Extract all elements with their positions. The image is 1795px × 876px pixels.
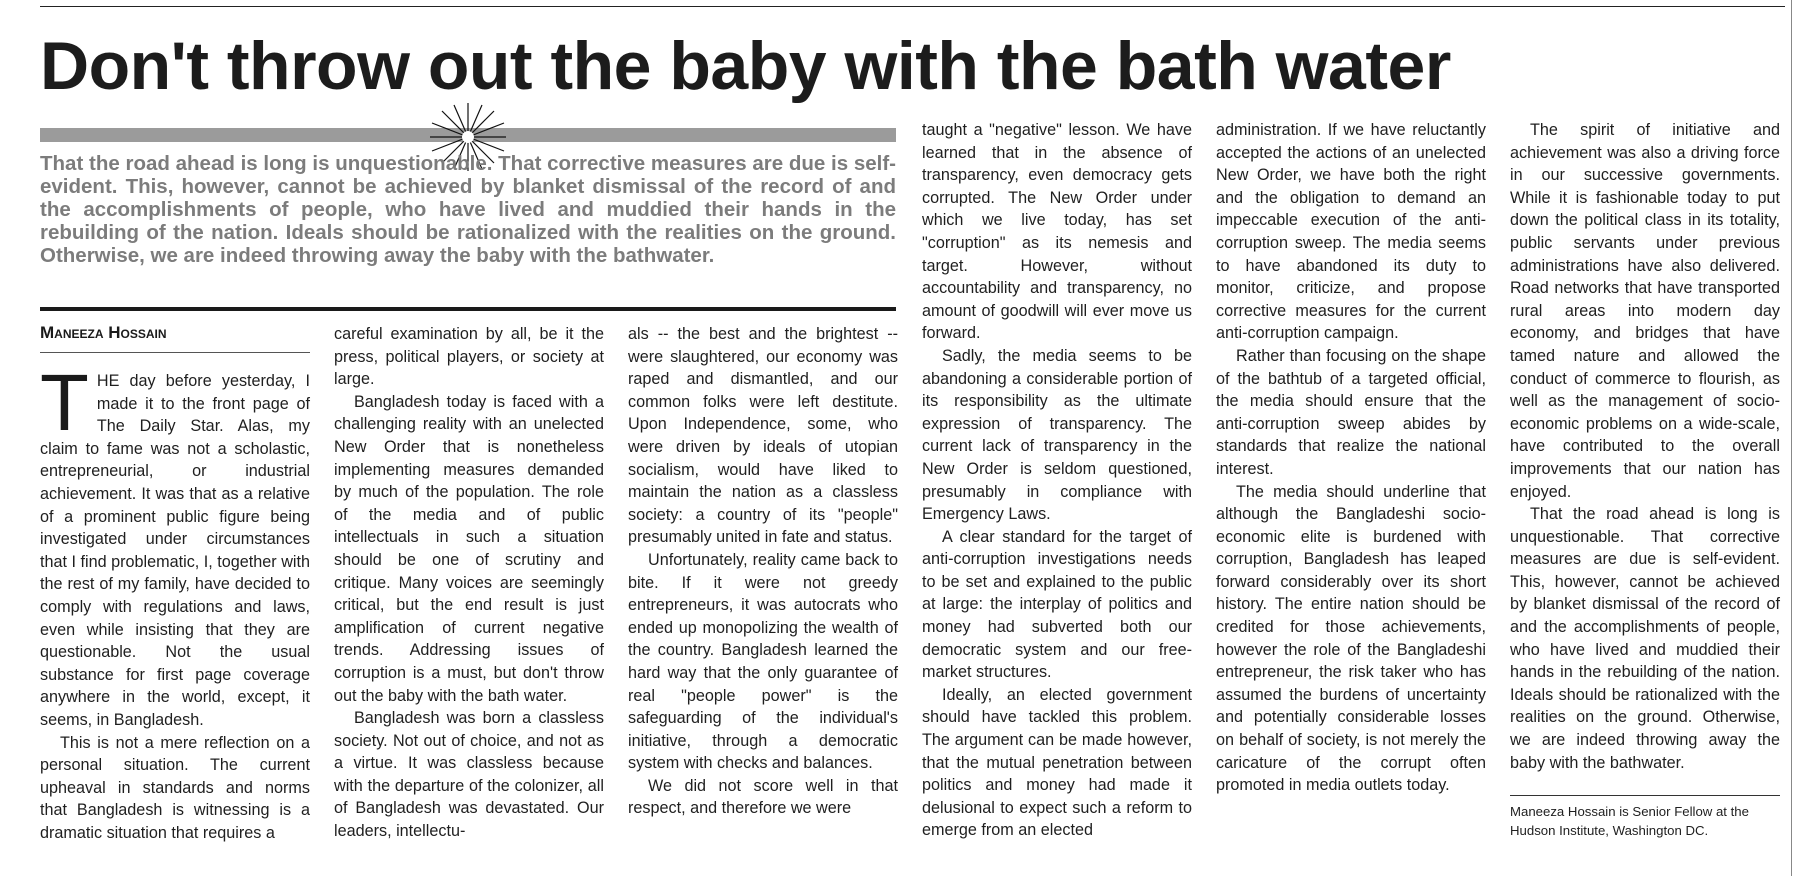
paragraph: Sadly, the media seems to be abandoning a considerable portion of its responsibility as the ultimate expression of transparency. The current lack of transparency in the New Order is seldom questioned, presumably in compliance with Emergency Laws.	[922, 346, 1192, 524]
article-column-4	[922, 119, 1192, 842]
paragraph: A clear standard for the target of anti-corruption investigations needs to be set and explained to the public at large: the interplay of politics and money had subverted both our democratic system and our free-market structures.	[922, 527, 1192, 682]
paragraph: Bangladesh was born a classless society. Not out of choice, and not as a virtue. It was classless because with the departure of the colonizer, all of Bangladesh was devastated. Our leaders, intellectu-	[334, 709, 604, 841]
article-column-2	[334, 323, 604, 843]
byline: Maneeza Hossain	[40, 323, 167, 342]
article-column-6	[1510, 119, 1780, 774]
paragraph: Rather than focusing on the shape of the bathtub of a targeted official, the media should ensure that the anti-corruption sweep abides by standards that realize the national interest.	[1216, 346, 1486, 478]
author-note: Maneeza Hossain is Senior Fellow at the Hudson Institute, Washington DC.	[1510, 804, 1749, 838]
paragraph: Bangladesh today is faced with a challenging reality with an unelected New Order that is nonetheless implementing measures demanded by much of the population. The role of the media and of public intellectuals in such a situation should be one of scrutiny and critique. Many voices are seemingly critical, but the end result is just amplification of current negative trends. Addressing issues of corruption is a must, but don't throw out the baby with the bath water.	[334, 392, 604, 705]
paragraph: The spirit of initiative and achievement was also a driving force in our successive governments. While it is fashionable today to put down the political class in its totality, public servants under previous administrations have also delivered. Road networks that have transported rural areas into modern day economy, and bridges that have tamed nature and allowed the conduct of commerce to flourish, as well as the management of socio-economic problems on a wide-scale, have contributed to the overall improvements that our nation has enjoyed.	[1510, 121, 1780, 501]
paragraph: administration. If we have reluctantly accepted the actions of an unelected New Order, we have both the right and the obligation to demand an impeccable execution of the anti-corruption sweep. The media seems to have abandoned its duty to monitor, criticize, and propose corrective measures for the current anti-corruption campaign.	[1216, 121, 1486, 343]
headline: Don't throw out the baby with the bath water	[40, 28, 1451, 104]
drop-cap: T	[40, 358, 89, 447]
byline-rule	[40, 352, 310, 353]
paragraph: We did not score well in that respect, and therefore we were	[628, 776, 898, 818]
author-note-rule	[1510, 795, 1780, 796]
paragraph: als -- the best and the brightest -- were slaughtered, our economy was raped and dismantled, and our common folks were left destitute. Upon Independence, some, who were driven by ideals of utopian socialism, would have liked to maintain the nation as a classless society: a country of its "people" presumably united in fate and status.	[628, 325, 898, 547]
deck-rule	[40, 307, 896, 311]
paragraph: THE day before yesterday, I made it to the front page of The Daily Star. Alas, my claim to fame was not a scholastic, entrepreneurial, or industrial achievement. It was that as a relative of a prominent public figure being investigated under circumstances that I find problematic, I, together with the rest of my family, have decided to comply with regulations and laws, even while insisting that they are questionable. Not the usual substance for first page coverage anywhere in the world, except, it seems, in Bangladesh.	[40, 358, 310, 729]
article-column-3	[628, 323, 898, 820]
paragraph: The media should underline that although the Bangladeshi socio-economic elite is burdened with corruption, Bangladesh has leaped forward considerably over its short history. The entire nation should be credited for those achievements, however the role of the Bangladeshi entrepreneur, the risk taker who has assumed the burdens of uncertainty and potentially considerable losses on behalf of society, is not merely the caricature of the corrupt often promoted in media outlets today.	[1216, 482, 1486, 795]
paragraph: careful examination by all, be it the press, political players, or society at large.	[334, 325, 604, 389]
paragraph: That the road ahead is long is unquestionable. That corrective measures are due is self-evident. This, however, cannot be achieved by blanket dismissal of the record of and the accomplishments of people, who have lived and muddied their hands in the rebuilding of the nation. Ideals should be rationalized with the realities on the ground. Otherwise, we are indeed throwing away the baby with the bathwater.	[1510, 505, 1780, 772]
page-edge	[1791, 0, 1792, 876]
paragraph: Unfortunately, reality came back to bite. If it were not greedy entrepreneurs, it was autocrats who ended up monopolizing the wealth of the country. Bangladesh learned the hard way that the only guarantee of real "people power" is the safeguarding of the individual's initiative, through a democratic system with checks and balances.	[628, 550, 898, 773]
paragraph: Ideally, an elected government should have tackled this problem. The argument can be made however, that the mutual penetration between politics and money had made it delusional to expect such a reform to emerge from an elected	[922, 685, 1192, 840]
article-column-5	[1216, 119, 1486, 797]
paragraph: This is not a mere reflection on a personal situation. The current upheaval in standards and norms that Bangladesh is witnessing is a dramatic situation that requires a	[40, 733, 310, 842]
deck-summary: That the road ahead is long is unquestionable. That corrective measures are due is self-evident. This, however, cannot be achieved by blanket dismissal of the record of and the accomplishments of people, who have lived and muddied their hands in the rebuilding of the nation. Ideals should be rationalized with the realities on the ground. Otherwise, we are indeed throwing away the baby with the bathwater.	[40, 152, 896, 267]
article-column-1	[40, 358, 310, 844]
top-rule	[40, 6, 1785, 7]
paragraph: taught a "negative" lesson. We have learned that in the absence of transparency, even democracy gets corrupted. The New Order under which we live today, has set "corruption" as its nemesis and target. However, without accountability and transparency, no amount of goodwill will ever move us forward.	[922, 121, 1192, 343]
